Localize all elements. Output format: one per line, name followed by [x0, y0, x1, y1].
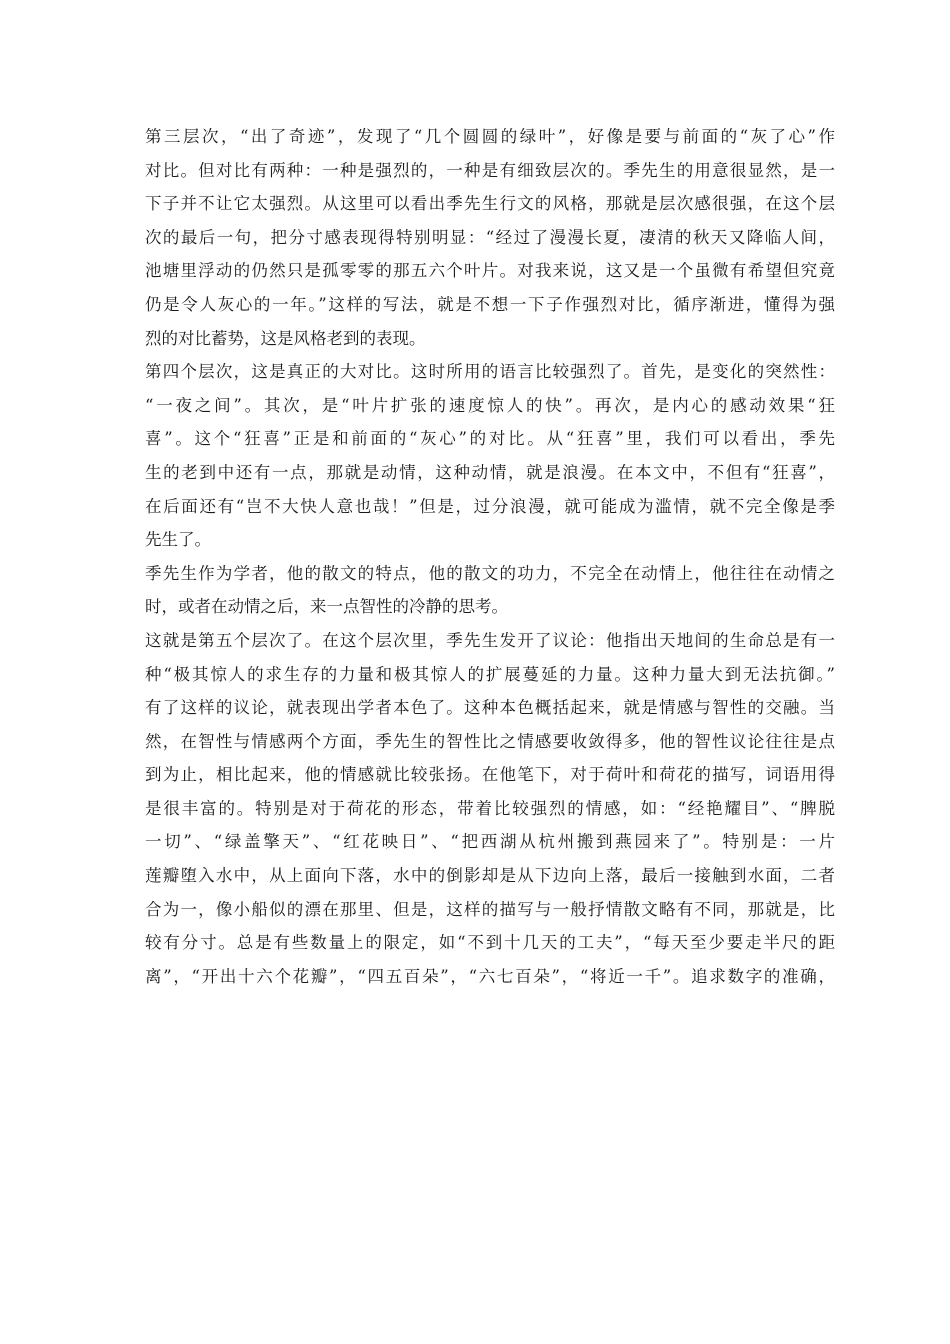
text-line: 第四个层次，这是真正的大对比。这时所用的语言比较强烈了。首先，是变化的突然性： [145, 362, 835, 382]
text-line: 第三层次，“出了奇迹”，发现了“几个圆圆的绿叶”，好像是要与前面的“灰了心”作 [145, 127, 835, 146]
text-line: 次的最后一句，把分寸感表现得特别明显：“经过了漫漫长夏，凄清的秋天又降临人间， [145, 227, 835, 247]
text-line: 一切”、“绿盖擎天”、“红花映日”、“把西湖从杭州搬到燕园来了”。特别是：一片 [145, 832, 835, 852]
paragraph-fourth-level [145, 355, 835, 557]
text-line: 这就是第五个层次了。在这个层次里，季先生发开了议论：他指出天地间的生命总是有一 [145, 630, 835, 650]
text-line: 下子并不让它太强烈。从这里可以看出季先生行文的风格，那就是层次感很强，在这个层 [145, 194, 835, 214]
text-line: 季先生作为学者，他的散文的特点，他的散文的功力，不完全在动情上，他往往在动情之 [145, 563, 835, 583]
text-line: 烈的对比蓄势，这是风格老到的表现。 [145, 328, 426, 348]
text-line: 时，或者在动情之后，来一点智性的冷静的思考。 [145, 597, 508, 617]
text-line: 喜”。这个“狂喜”正是和前面的“灰心”的对比。从“狂喜”里，我们可以看出，季先 [145, 429, 835, 449]
text-line: 种“极其惊人的求生存的力量和极其惊人的扩展蔓延的力量。这种力量大到无法抗御。” [145, 664, 835, 684]
text-line: 到为止，相比起来，他的情感就比较张扬。在他笔下，对于荷叶和荷花的描写，词语用得 [145, 765, 835, 785]
text-line: 池塘里浮动的仍然只是孤零零的那五六个叶片。对我来说，这又是一个虽微有希望但究竟 [145, 261, 835, 281]
text-line: 然，在智性与情感两个方面，季先生的智性比之情感要收敛得多，他的智性议论往往是点 [145, 731, 835, 751]
text-line: 较有分寸。总是有些数量上的限定，如“不到十几天的工夫”，“每天至少要走半尺的距 [145, 933, 835, 953]
paragraph-third-level [145, 120, 835, 355]
text-line: 生的老到中还有一点，那就是动情，这种动情，就是浪漫。在本文中，不但有“狂喜”， [145, 462, 835, 482]
text-line: 离”，“开出十六个花瓣”，“四五百朵”，“六七百朵”，“将近一千”。追求数字的准确， [145, 966, 835, 986]
text-line: 先生了。 [145, 530, 211, 550]
paragraph-scholar [145, 557, 835, 624]
text-line: 仍是令人灰心的一年。”这样的写法，就是不想一下子作强烈对比，循序渐进，懂得为强 [145, 294, 835, 314]
text-line: 对比。但对比有两种：一种是强烈的，一种是有细致层次的。季先生的用意很显然，是一 [145, 160, 835, 180]
text-line: “一夜之间”。其次，是“叶片扩张的速度惊人的快”。再次，是内心的感动效果“狂 [145, 395, 835, 415]
text-line: 莲瓣堕入水中，从上面向下落，水中的倒影却是从下边向上落，最后一接触到水面，二者 [145, 866, 835, 886]
paragraph-fifth-level [145, 624, 835, 994]
document-body [145, 120, 835, 993]
text-line: 是很丰富的。特别是对于荷花的形态，带着比较强烈的情感，如：“经艳耀目”、“脾脱 [145, 798, 835, 818]
text-line: 在后面还有“岂不大快人意也哉！”但是，过分浪漫，就可能成为滥情，就不完全像是季 [145, 496, 835, 516]
text-line: 有了这样的议论，就表现出学者本色了。这种本色概括起来，就是情感与智性的交融。当 [145, 698, 835, 718]
text-line: 合为一，像小船似的漂在那里、但是，这样的描写与一般抒情散文略有不同，那就是，比 [145, 899, 835, 919]
